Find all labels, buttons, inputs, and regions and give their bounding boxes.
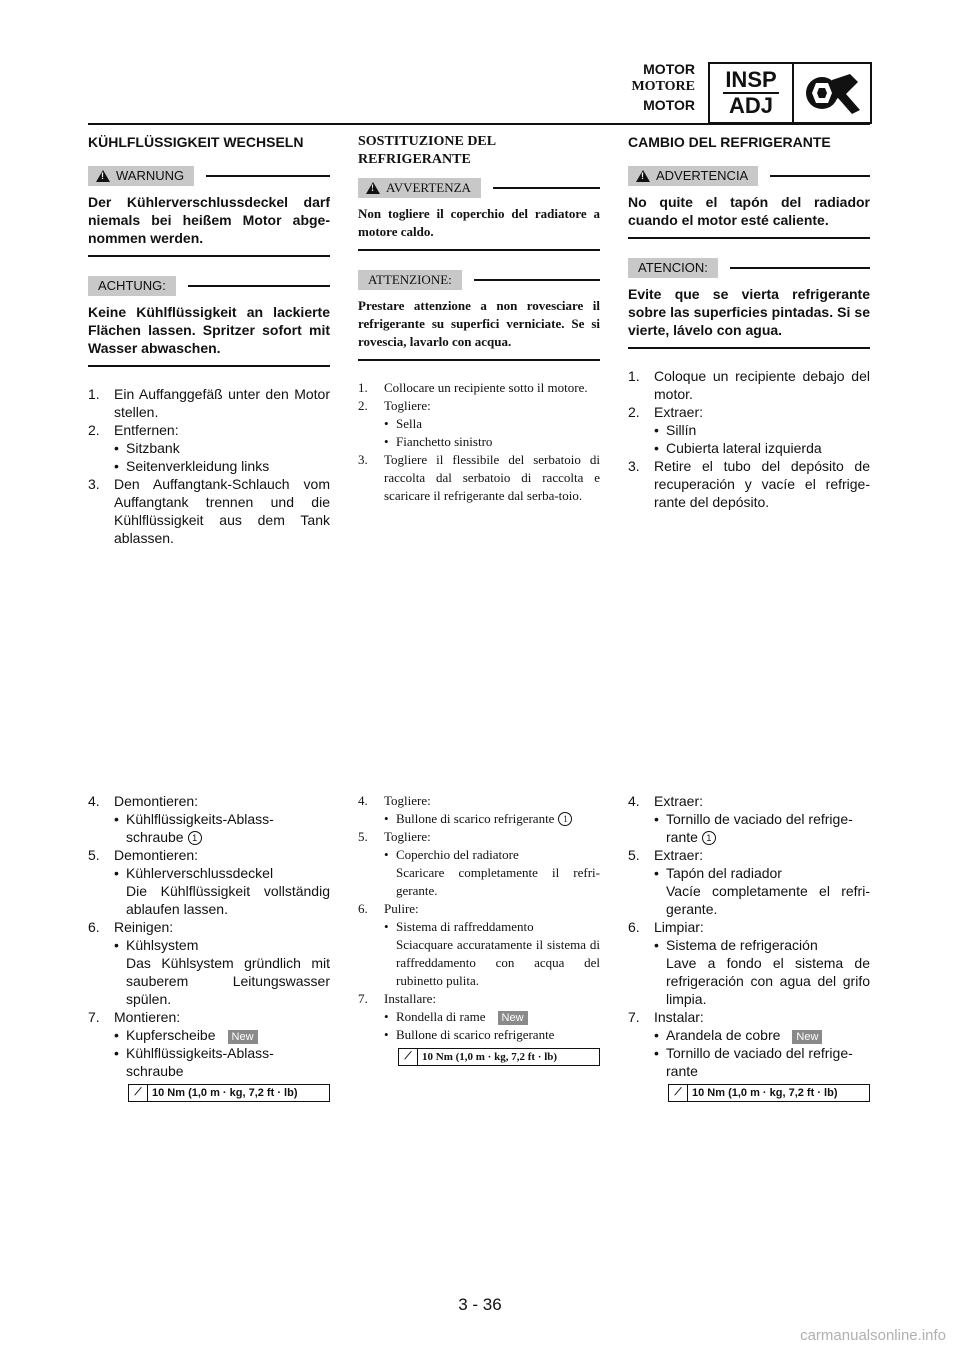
list-item: 6. Limpiar: — [628, 919, 704, 935]
torque-icon: ⟋ — [399, 1049, 418, 1065]
warning-text: No quite el tapón del radiador cuando el motor esté caliente. — [628, 193, 870, 239]
page-number: 3 - 36 — [458, 1295, 502, 1314]
list-item: 2. Togliere: — [358, 398, 431, 413]
warning-icon — [96, 170, 110, 182]
caution-label: ACHTUNG: — [88, 276, 176, 296]
list-item: 6. Reinigen: — [88, 919, 174, 935]
caution-header — [628, 257, 870, 279]
column-italian: SOSTITUZIONE DEL REFRIGERANTE ! AVVERTENZA Non togliere il coperchio del radiatore a motore caldo. ATTENZIONE: Prestare attenzione a non rovesciare il refrigerante su superfici verniciate. Se si rovescia, lavarlo con acqua. 1. Collocare un recipiente sotto il motore. 2. Togliere: • Sella • Fianchetto sinistro 3. Togliere il flessibile del serbatoio di raccolta dal serbatoio di raccolta e scaricare il refrigerante dal serba-toio. — [358, 133, 600, 505]
list-item: 1. Coloque un recipiente debajo del motor. — [628, 368, 870, 402]
caution-text: Keine Kühlflüssigkeit an lackierte Flächen lassen. Spritzer sofort mit Wasser abwaschen. — [88, 303, 330, 367]
caution-label: ATTENZIONE: — [358, 270, 462, 290]
warning-icon — [366, 182, 380, 194]
column-spanish-steps: 4. Extraer: • Tornillo de vaciado del refrige-rante 1 5. Extraer: • Tapón del radiador Vacíe completamente el refri-gerante. 6. Limpiar: • Sistema de refrigeración Lave a fondo el sistema de refrigeración con agua del grifo limpia. 7. Instalar: • Arandela de cobre New • Tornillo de vaciado del refrige-rante ⟋ 10 Nm (1,0 m · kg, 7,2 ft · lb) — [628, 792, 870, 1102]
footer-watermark[interactable]: carmanualsonline.info — [800, 1327, 946, 1344]
section-label-es: MOTOR — [643, 97, 695, 113]
caution-header — [358, 269, 600, 291]
column-spanish: CAMBIO DEL REFRIGERANTE ! ADVERTENCIA No quite el tapón del radiador cuando el motor esté caliente. ATENCION: Evite que se vierta refrigerante sobre las superficies pintadas. Si se vierte, lávelo con agua. 1. Coloque un recipiente debajo del motor. 2. Extraer: • Sillín • Cubierta lateral izquierda 3. Retire el tubo del depósito de recuperación y vacíe el refrige-rante del depósito. — [628, 133, 870, 511]
warning-header — [358, 177, 600, 199]
warning-badge — [88, 166, 194, 186]
section-label-de: MOTOR — [643, 61, 695, 77]
section-title: KÜHLFLÜSSIGKEIT WECHSELN — [88, 134, 304, 150]
list-item: 1. Ein Auffanggefäß unter den Motor stellen. — [88, 386, 330, 420]
header-rule — [88, 123, 870, 125]
section-labels — [600, 60, 695, 114]
column-german-steps: 4. Demontieren: • Kühlflüssigkeits-Ablass-schraube 1 5. Demontieren: • Kühlerverschlussdeckel Die Kühlflüssigkeit vollständig ablaufen lassen. 6. Reinigen: • Kühlsystem Das Kühlsystem gründlich mit sauberem Leitungswasser spülen. 7. Montieren: • Kupferscheibe New • Kühlflüssigkeits-Ablass-schraube ⟋ 10 Nm (1,0 m · kg, 7,2 ft · lb) — [88, 792, 330, 1102]
warning-text: Der Kühlerverschlussdeckel darf niemals bei heißem Motor abge-nommen werden. — [88, 193, 330, 257]
wrench-icon — [794, 64, 870, 122]
list-item: 7. Installare: — [358, 991, 436, 1006]
ref-marker: 1 — [188, 831, 202, 845]
caution-text: Prestare attenzione a non rovesciare il refrigerante su superfici verniciate. Se si rovescia, lavarlo con acqua. — [358, 297, 600, 361]
caution-text: Evite que se vierta refrigerante sobre las superficies pintadas. Si se vierte, lávelo con agua. — [628, 285, 870, 349]
caution-header — [88, 275, 330, 297]
torque-spec: ⟋ 10 Nm (1,0 m · kg, 7,2 ft · lb) — [398, 1048, 600, 1066]
ref-marker: 1 — [558, 812, 572, 826]
list-item: 5. Extraer: — [628, 847, 704, 863]
list-item: 6. Pulire: — [358, 901, 419, 916]
section-title: CAMBIO DEL REFRIGERANTE — [628, 134, 831, 150]
section-title: SOSTITUZIONE DEL REFRIGERANTE — [358, 134, 496, 167]
torque-icon: ⟋ — [669, 1085, 688, 1101]
new-tag: New — [792, 1030, 822, 1044]
list-item: 3. Den Auffangtank-Schlauch vom Auffangtank trennen und die Kühlflüssigkeit aus dem Tank ablassen. — [88, 476, 330, 546]
list-item: 2. Entfernen: — [88, 422, 179, 438]
column-german: KÜHLFLÜSSIGKEIT WECHSELN ! WARNUNG Der Kühlerverschlussdeckel darf niemals bei heißem Motor abge-nommen werden. ACHTUNG: Keine Kühlflüssigkeit an lackierte Flächen lassen. Spritzer sofort mit Wasser abwaschen. 1. Ein Auffanggefäß unter den Motor stellen. 2. Entfernen: • Sitzbank • Seitenverkleidung links 3. Den Auffangtank-Schlauch vom Auffangtank trennen und die Kühlflüssigkeit aus dem Tank ablassen. — [88, 133, 330, 547]
list-item: 7. Montieren: — [88, 1009, 181, 1025]
ref-marker: 1 — [702, 831, 716, 845]
warning-badge — [358, 178, 481, 198]
badge-adj: ADJ — [728, 93, 773, 118]
warning-badge — [628, 166, 758, 186]
list-item: 4. Extraer: — [628, 793, 704, 809]
list-item: 4. Togliere: — [358, 793, 431, 808]
new-tag: New — [498, 1011, 528, 1025]
section-label-it: MOTORE — [631, 79, 695, 94]
torque-spec: ⟋ 10 Nm (1,0 m · kg, 7,2 ft · lb) — [128, 1084, 330, 1102]
warning-header — [628, 165, 870, 187]
list-item: 7. Instalar: — [628, 1009, 704, 1025]
list-item: 5. Togliere: — [358, 829, 431, 844]
list-item: 5. Demontieren: — [88, 847, 199, 863]
list-item: 3. Togliere il flessibile del serbatoio di raccolta dal serbatoio di raccolta e scaricare il refrigerante dal serba-toio. — [358, 452, 600, 503]
warning-header — [88, 165, 330, 187]
insp-adj-badge — [708, 62, 872, 124]
torque-spec: ⟋ 10 Nm (1,0 m · kg, 7,2 ft · lb) — [668, 1084, 870, 1102]
torque-icon: ⟋ — [129, 1085, 148, 1101]
badge-insp: INSP — [725, 67, 777, 92]
warning-label: AVVERTENZA — [386, 180, 471, 195]
list-item: 2. Extraer: — [628, 404, 704, 420]
new-tag: New — [228, 1030, 258, 1044]
warning-text: Non togliere il coperchio del radiatore a motore caldo. — [358, 205, 600, 251]
list-item: 4. Demontieren: — [88, 793, 199, 809]
column-italian-steps: 4. Togliere: • Bullone di scarico refrigerante 1 5. Togliere: • Coperchio del radiatore Scaricare completamente il refri-gerante. 6. Pulire: • Sistema di raffreddamento Sciacquare accuratamente il sistema di raffreddamento con acqua del rubinetto pulita. 7. Installare: • Rondella di rame New • Bullone di scarico refrigerante ⟋ 10 Nm (1,0 m · kg, 7,2 ft · lb) — [358, 792, 600, 1066]
warning-icon — [636, 170, 650, 182]
list-item: 1. Collocare un recipiente sotto il motore. — [358, 380, 588, 395]
list-item: 3. Retire el tubo del depósito de recuperación y vacíe el refrige-rante del depósito. — [628, 458, 870, 510]
warning-label: ADVERTENCIA — [656, 168, 749, 183]
warning-label: WARNUNG — [116, 168, 185, 183]
caution-label: ATENCION: — [628, 258, 718, 278]
